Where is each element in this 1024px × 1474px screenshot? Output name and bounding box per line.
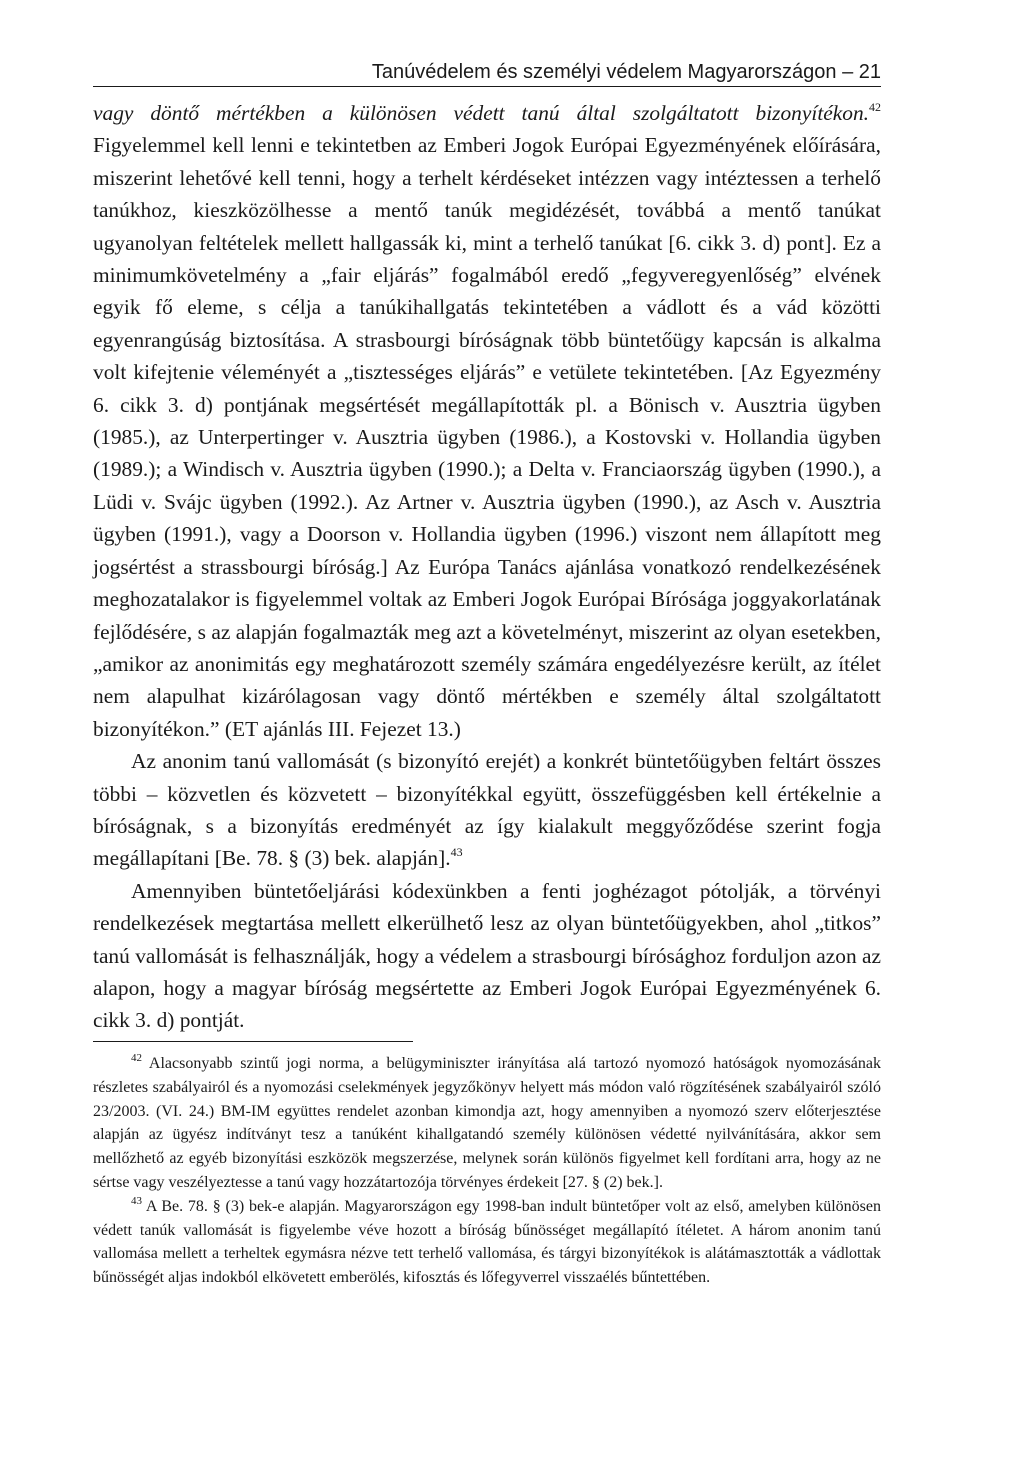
footnote-number: 42	[131, 1052, 142, 1064]
footnote-42	[93, 1052, 881, 1195]
paragraph-3-text: Amennyiben büntetőeljárási kódexünkben a fenti joghézagot pótolják, a törvényi rendelkezések megtartása mellett elkerülhető lesz az olyan büntetőügyekben, ahol „titkos” tanú vallomását is felhasználják, hogy a védelem a strasbourgi bírósághoz forduljon azon az alapon, hogy a magyar bíróság megsértette az Emberi Jogok Európai Egyezményének 6. cikk 3. d) pontját.	[93, 878, 881, 1033]
footnotes	[93, 1052, 881, 1290]
footnote-ref-43[interactable]: 43	[450, 845, 463, 860]
footnote-text: A Be. 78. § (3) bek-e alapján. Magyarországon egy 1998-ban indult büntetőper volt az első, amelyben különösen védett tanúk vallomását is figyelembe véve hozott a bíróság bűnösséget megállapító ítéletet. A három anonim tanú vallomása mellett a terheltek egymásra nézve tett terhelő vallomása, és tárgyi bizonyítékok is alátámasztották a vádlottak bűnösségét aljas indokból elkövetett emberölés, kifosztás és lőfegyverrel visszaélés bűntettében.	[93, 1197, 881, 1287]
running-title: Tanúvédelem és személyi védelem Magyarországon	[371, 61, 837, 83]
paragraph-1-text: Figyelemmel kell lenni e tekintetben az Emberi Jogok Európai Egyezményének előírására, miszerint lehetővé kell tenni, hogy a terhelt kérdéseket intézzen vagy intéztessen a terhelő tanúkhoz, kieszközölhesse a mentő tanúk megidézését, továbbá a mentő tanúkat ugyanolyan feltételek mellett hallgassák ki, mint a terhelő tanúkat [6. cikk 3. d) pont]. Ez a minimumkövetelmény a „fair eljárás” fogalmából eredő „fegyveregyenlőség” elvének egyik fő eleme, s célja a tanúkihallgatás tekintetében a vádlott és a vád közötti egyenrangúság biztosítása. A strasbourgi bíróságnak több büntetőügy kapcsán is alkalma volt kifejtenie véleményét a „tisztességes eljárás” e vetülete tekintetében. [Az Egyezmény 6. cikk 3. d) pontjának megsértését megállapították pl. a Bönisch v. Ausztria ügyben (1985.), az Unterpertinger v. Ausztria ügyben (1986.), a Kostovski v. Hollandia ügyben (1989.); a Windisch v. Ausztria ügyben (1990.); a Delta v. Franciaország ügyben (1990.), a Lüdi v. Svájc ügyben (1992.). Az Artner v. Ausztria ügyben (1990.), az Asch v. Ausztria ügyben (1991.), vagy a Doorson v. Hollandia ügyben (1996.) viszont nem állapított meg jogsértést a strassbourgi bíróság.] Az Európa Tanács ajánlása vonatkozó rendelkezésének meghozatalakor is figyelemmel voltak az Emberi Jogok Európai Bírósága joggyakorlatának fejlődésére, s az alapján fogalmazták meg azt a követelményt, miszerint az olyan esetekben, „amikor az anonimitás egy meghatározott személy számára engedélyezésre került, az ítélet nem alapulhat kizárólagosan vagy döntő mértékben e személy által szolgáltatott bizonyítékon.” (ET ajánlás III. Fejezet 13.)	[93, 133, 881, 741]
footnote-number: 43	[131, 1194, 142, 1207]
running-header	[93, 58, 881, 87]
footnote-ref-42[interactable]: 42	[869, 100, 881, 114]
italic-lead: vagy döntő mértékben a különösen védett tanú által szolgáltatott bizonyítékon.	[93, 101, 869, 125]
paragraph-2	[93, 745, 881, 875]
paragraph-1	[93, 97, 881, 745]
footnote-text: Alacsonyabb szintű jogi norma, a belügyminiszter irányítása alá tartozó nyomozó hatóságok nyomozásának részletes szabályairól és a nyomozási cselekmények jegyzőkönyv helyett más módon való rögzítésének szabályairól szóló 23/2003. (VI. 24.) BM-IM együttes rendelet azonban kimondja azt, hogy amennyiben a nyomozó szerv előterjesztése alapján az ügyész indítványt tesz a tanúként kihallgatandó személy különösen védetté nyilvánítására, akkor sem mellőzhető az egyéb bizonyítási eszközök megszerzése, melynek során különös figyelmet kell fordítani arra, hogy az ne sértse vagy veszélyeztesse a tanú vagy hozzátartozója törvényes érdekeit [27. § (2) bek.].	[93, 1055, 881, 1191]
footnote-43	[93, 1195, 881, 1290]
paragraph-2-text: Az anonim tanú vallomását (s bizonyító erejét) a konkrét büntetőügyben feltárt összes többi – közvetlen és közvetett – bizonyítékkal együtt, összefüggésben kell értékelnie a bíróságnak, s a bizonyítás eredményét az így kialakult meggyőződése szerint fogja megállapítani [Be. 78. § (3) bek. alapján].	[93, 749, 881, 871]
header-separator: –	[842, 61, 854, 83]
main-text	[93, 97, 881, 1037]
paragraph-3	[93, 875, 881, 1037]
footnote-divider	[93, 1041, 413, 1042]
page-number: 21	[858, 61, 881, 83]
